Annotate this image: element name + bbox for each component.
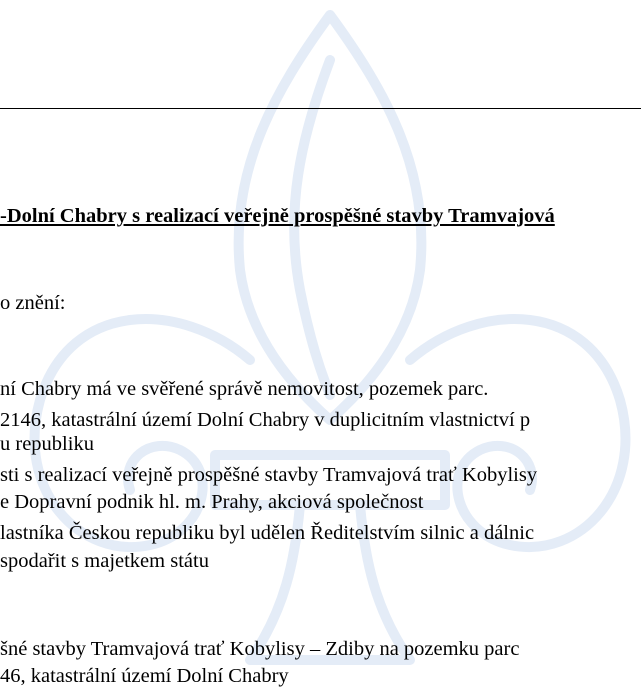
paragraph-line: u republiku xyxy=(0,433,94,455)
header-rule xyxy=(0,108,641,109)
paragraph-line: spodařit s majetkem státu xyxy=(0,550,209,572)
paragraph-line: e Dopravní podnik hl. m. Prahy, akciová společnost xyxy=(0,491,424,513)
paragraph-line: sti s realizací veřejně prospěšné stavby Tramvajová trať Kobylisy xyxy=(0,464,538,486)
document-title: -Dolní Chabry s realizací veřejně prospěšné stavby Tramvajová xyxy=(0,205,555,227)
paragraph-line: lastníka Českou republiku byl udělen Ředitelstvím silnic a dálnic xyxy=(0,522,535,544)
paragraph-line: 2146, katastrální území Dolní Chabry v duplicitním vlastnictví p xyxy=(0,409,531,431)
paragraph-line: 46, katastrální území Dolní Chabry xyxy=(0,665,289,687)
intro-text: o znění: xyxy=(0,292,66,314)
paragraph-line: šné stavby Tramvajová trať Kobylisy – Zdiby na pozemku parc xyxy=(0,638,520,660)
paragraph-line: ní Chabry má ve svěřené správě nemovitost, pozemek parc. xyxy=(0,378,489,400)
